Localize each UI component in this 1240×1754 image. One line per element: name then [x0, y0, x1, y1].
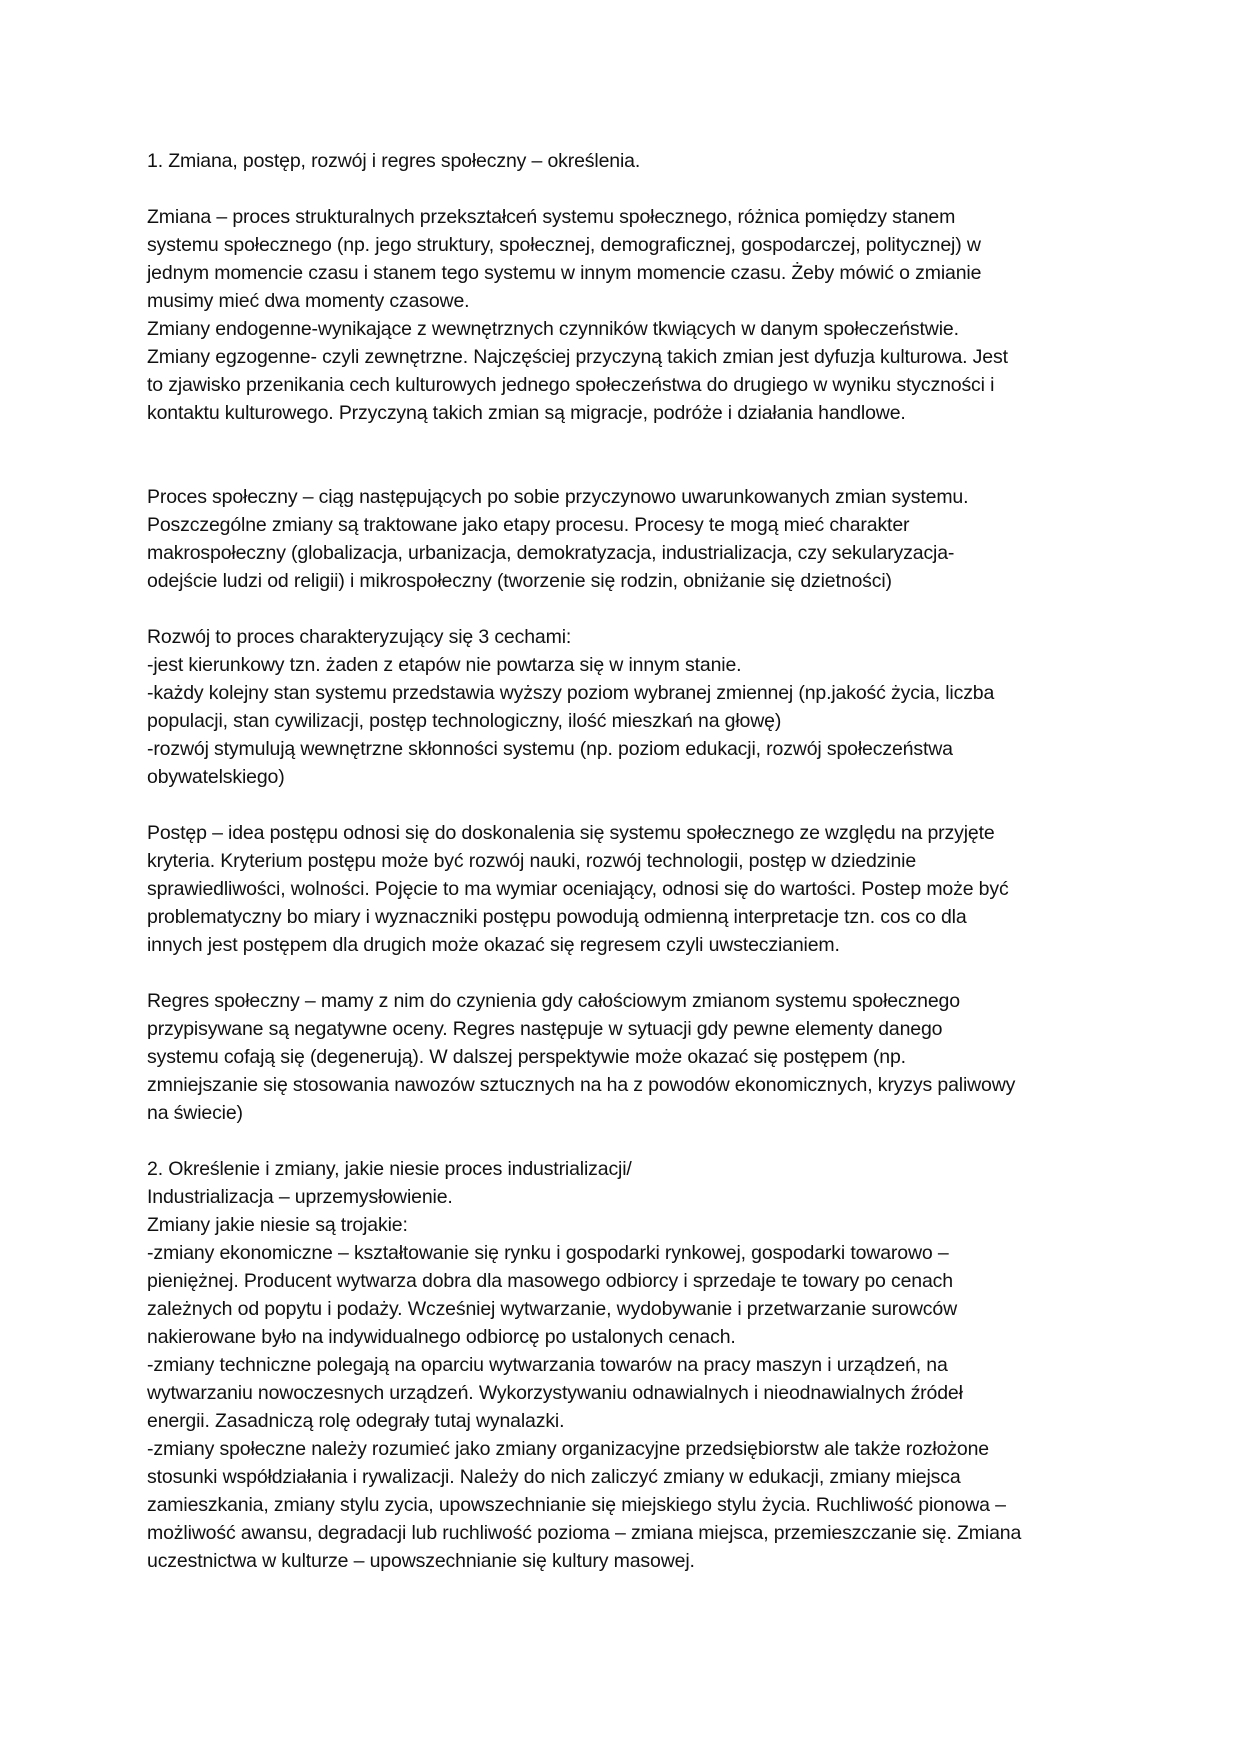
- text-line: jednym momencie czasu i stanem tego systemu w innym momencie czasu. Żeby mówić o zmianie: [147, 262, 982, 284]
- paragraph-gap: [147, 959, 1107, 987]
- paragraph-gap: [147, 595, 1107, 623]
- text-line: obywatelskiego): [147, 766, 285, 788]
- text-line: kontaktu kulturowego. Przyczyną takich zmian są migracje, podróże i działania handlowe.: [147, 402, 906, 424]
- heading-line: 1. Zmiana, postęp, rozwój i regres społeczny – określenia.: [147, 150, 641, 172]
- text-line: pieniężnej. Producent wytwarza dobra dla masowego odbiorcy i sprzedaje te towary po cenach: [147, 1270, 953, 1292]
- text-line: Industrializacja – uprzemysłowienie.: [147, 1186, 453, 1208]
- text-line: Regres społeczny – mamy z nim do czynienia gdy całościowym zmianom systemu społecznego: [147, 990, 960, 1012]
- text-line: zmniejszanie się stosowania nawozów sztucznych na ha z powodów ekonomicznych, kryzys paliwowy: [147, 1074, 1016, 1096]
- text-line: Zmiany jakie niesie są trojakie:: [147, 1214, 408, 1236]
- text-line: -zmiany społeczne należy rozumieć jako zmiany organizacyjne przedsiębiorstw ale także rozłożone: [147, 1438, 989, 1460]
- paragraph-gap: [147, 175, 1107, 203]
- text-line: możliwość awansu, degradacji lub ruchliwość pozioma – zmiana miejsca, przemieszczanie się. Zmiana: [147, 1522, 1022, 1544]
- paragraph-gap: [147, 427, 1107, 483]
- paragraph-proces: [147, 483, 1107, 595]
- text-line: Postęp – idea postępu odnosi się do doskonalenia się systemu społecznego ze względu na przyjęte: [147, 822, 995, 844]
- text-line: zależnych od popytu i podaży. Wcześniej wytwarzanie, wydobywanie i przetwarzanie surowców: [147, 1298, 958, 1320]
- text-line: wytwarzaniu nowoczesnych urządzeń. Wykorzystywaniu odnawialnych i nieodnawialnych źródeł: [147, 1382, 963, 1404]
- text-line: na świecie): [147, 1102, 243, 1124]
- text-line: Zmiany endogenne-wynikające z wewnętrznych czynników tkwiących w danym społeczeństwie.: [147, 318, 959, 340]
- text-line: odejście ludzi od religii) i mikrospołeczny (tworzenie się rodzin, obniżanie się dzietności): [147, 570, 892, 592]
- text-line: Poszczególne zmiany są traktowane jako etapy procesu. Procesy te mogą mieć charakter: [147, 514, 910, 536]
- paragraph-regres: [147, 987, 1107, 1127]
- text-line: musimy mieć dwa momenty czasowe.: [147, 290, 470, 312]
- text-line: makrospołeczny (globalizacja, urbanizacja, demokratyzacja, industrializacja, czy sekularyzacja-: [147, 542, 955, 564]
- text-line: -zmiany ekonomiczne – kształtowanie się rynku i gospodarki rynkowej, gospodarki towarowo –: [147, 1242, 949, 1264]
- text-line: Proces społeczny – ciąg następujących po sobie przyczynowo uwarunkowanych zmian systemu.: [147, 486, 969, 508]
- text-line: Zmiana – proces strukturalnych przekształceń systemu społecznego, różnica pomiędzy stanem: [147, 206, 956, 228]
- text-line: zamieszkania, zmiany stylu zycia, upowszechnianie się miejskiego stylu życia. Ruchliwość pionowa –: [147, 1494, 1006, 1516]
- text-line: kryteria. Kryterium postępu może być rozwój nauki, rozwój technologii, postęp w dziedzinie: [147, 850, 917, 872]
- text-line: problematyczny bo miary i wyznaczniki postępu powodują odmienną interpretacje tzn. cos co dla: [147, 906, 967, 928]
- text-line: systemu społecznego (np. jego struktury, społecznej, demograficznej, gospodarczej, politycznej) w: [147, 234, 981, 256]
- section-heading-1: [147, 147, 1107, 175]
- text-line: sprawiedliwości, wolności. Pojęcie to ma wymiar oceniający, odnosi się do wartości. Postep może być: [147, 878, 1009, 900]
- text-line: -zmiany techniczne polegają na oparciu wytwarzania towarów na pracy maszyn i urządzeń, na: [147, 1354, 948, 1376]
- paragraph-gap: [147, 791, 1107, 819]
- text-line: Rozwój to proces charakteryzujący się 3 cechami:: [147, 626, 572, 648]
- paragraph-postep: [147, 819, 1107, 959]
- paragraph-industrializacja: [147, 1155, 1107, 1575]
- text-line: przypisywane są negatywne oceny. Regres następuje w sytuacji gdy pewne elementy danego: [147, 1018, 943, 1040]
- text-line: to zjawisko przenikania cech kulturowych jednego społeczeństwa do drugiego w wyniku styczności i: [147, 374, 995, 396]
- text-line: stosunki współdziałania i rywalizacji. Należy do nich zaliczyć zmiany w edukacji, zmiany miejsca: [147, 1466, 961, 1488]
- text-line: innych jest postępem dla drugich może okazać się regresem czyli uwsteczianiem.: [147, 934, 840, 956]
- text-line: systemu cofają się (degenerują). W dalszej perspektywie może okazać się postępem (np.: [147, 1046, 906, 1068]
- text-line: nakierowane było na indywidualnego odbiorcę po ustalonych cenach.: [147, 1326, 736, 1348]
- paragraph-zmiana: [147, 203, 1107, 427]
- text-line: -rozwój stymulują wewnętrzne skłonności systemu (np. poziom edukacji, rozwój społeczeństwa: [147, 738, 953, 760]
- text-line: -jest kierunkowy tzn. żaden z etapów nie powtarza się w innym stanie.: [147, 654, 742, 676]
- paragraph-rozwoj: [147, 623, 1107, 791]
- paragraph-gap: [147, 1127, 1107, 1155]
- text-line: uczestnictwa w kulturze – upowszechnianie się kultury masowej.: [147, 1550, 695, 1572]
- text-line: -każdy kolejny stan systemu przedstawia wyższy poziom wybranej zmiennej (np.jakość życia, liczba: [147, 682, 995, 704]
- text-line: Zmiany egzogenne- czyli zewnętrzne. Najczęściej przyczyną takich zmian jest dyfuzja kulturowa. Jest: [147, 346, 1008, 368]
- document-page: [147, 147, 1107, 1575]
- section-heading-2: 2. Określenie i zmiany, jakie niesie proces industrializacji/: [147, 1158, 632, 1180]
- text-line: energii. Zasadniczą rolę odegrały tutaj wynalazki.: [147, 1410, 565, 1432]
- text-line: populacji, stan cywilizacji, postęp technologiczny, ilość mieszkań na głowę): [147, 710, 782, 732]
